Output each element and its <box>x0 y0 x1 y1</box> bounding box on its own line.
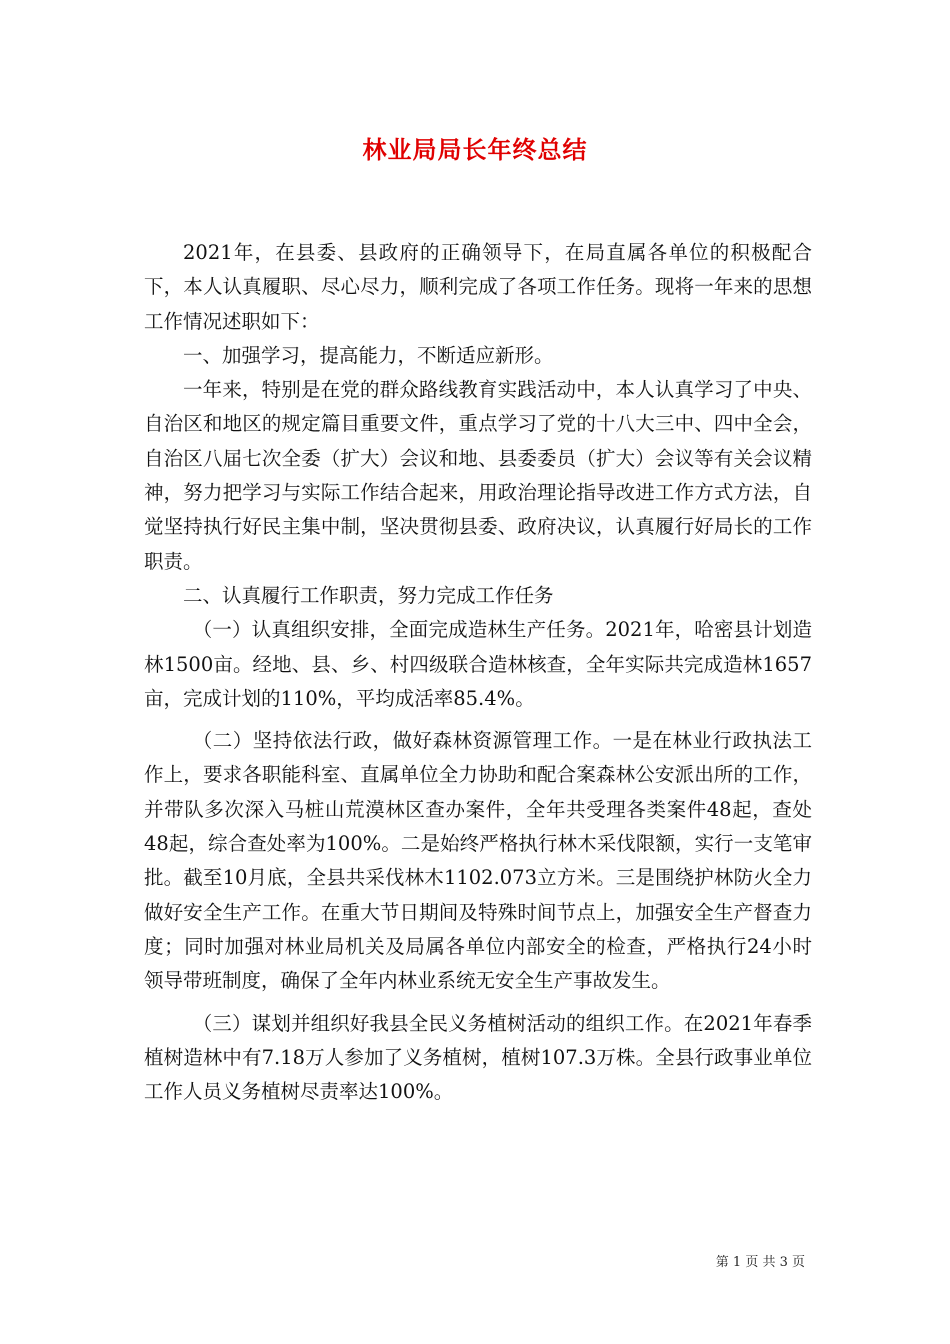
page-number: 第 1 页 共 3 页 <box>715 1255 805 1270</box>
paragraph-tree-planting: （三）谋划并组织好我县全民义务植树活动的组织工作。在2021年春季植树造林中有7.18万人参加了义务植树，植树107.3万株。全县行政事业单位工作人员义务植树尽责率达100%。 <box>144 1011 812 1104</box>
paragraph-afforestation: （一）认真组织安排，全面完成造林生产任务。2021年，哈密县计划造林1500亩。经地、县、乡、村四级联合造林核查，全年实际共完成造林1657亩，完成计划的110%，平均成活率85.4%。 <box>144 618 812 710</box>
section-heading-2: 二、认真履行工作职责，努力完成工作任务 <box>183 583 554 607</box>
section-heading-1: 一、加强学习，提高能力，不断适应新形。 <box>183 343 554 367</box>
document-body <box>144 236 812 1109</box>
paragraph-study: 一年来，特别是在党的群众路线教育实践活动中，本人认真学习了中央、自治区和地区的规定篇目重要文件，重点学习了党的十八大三中、四中全会，自治区八届七次全委（扩大）会议和地、县委委员（扩大）会议等有关会议精神，努力把学习与实际工作结合起来，用政治理论指导改进工作方式方法，自觉坚持执行好民主集中制，坚决贯彻县委、政府决议，认真履行好局长的工作职责。 <box>144 378 812 573</box>
paragraph-intro: 2021年，在县委、县政府的正确领导下，在局直属各单位的积极配合下，本人认真履职、尽心尽力，顺利完成了各项工作任务。现将一年来的思想工作情况述职如下： <box>144 241 812 333</box>
paragraph-forest-management: （二）坚持依法行政，做好森林资源管理工作。一是在林业行政执法工作上，要求各职能科室、直属单位全力协助和配合案森林公安派出所的工作，并带队多次深入马桩山荒漠林区查办案件，全年共受理各类案件48起，查处48起，综合查处率为100%。二是始终严格执行林木采伐限额，实行一支笔审批。截至10月底，全县共采伐林木1102.073立方米。三是围绕护林防火全力做好安全生产工作。在重大节日期间及特殊时间节点上，加强安全生产督查力度；同时加强对林业局机关及局属各单位内部安全的检查，严格执行24小时领导带班制度，确保了全年内林业系统无安全生产事故发生。 <box>144 729 812 993</box>
document-title: 林业局局长年终总结 <box>362 135 588 164</box>
